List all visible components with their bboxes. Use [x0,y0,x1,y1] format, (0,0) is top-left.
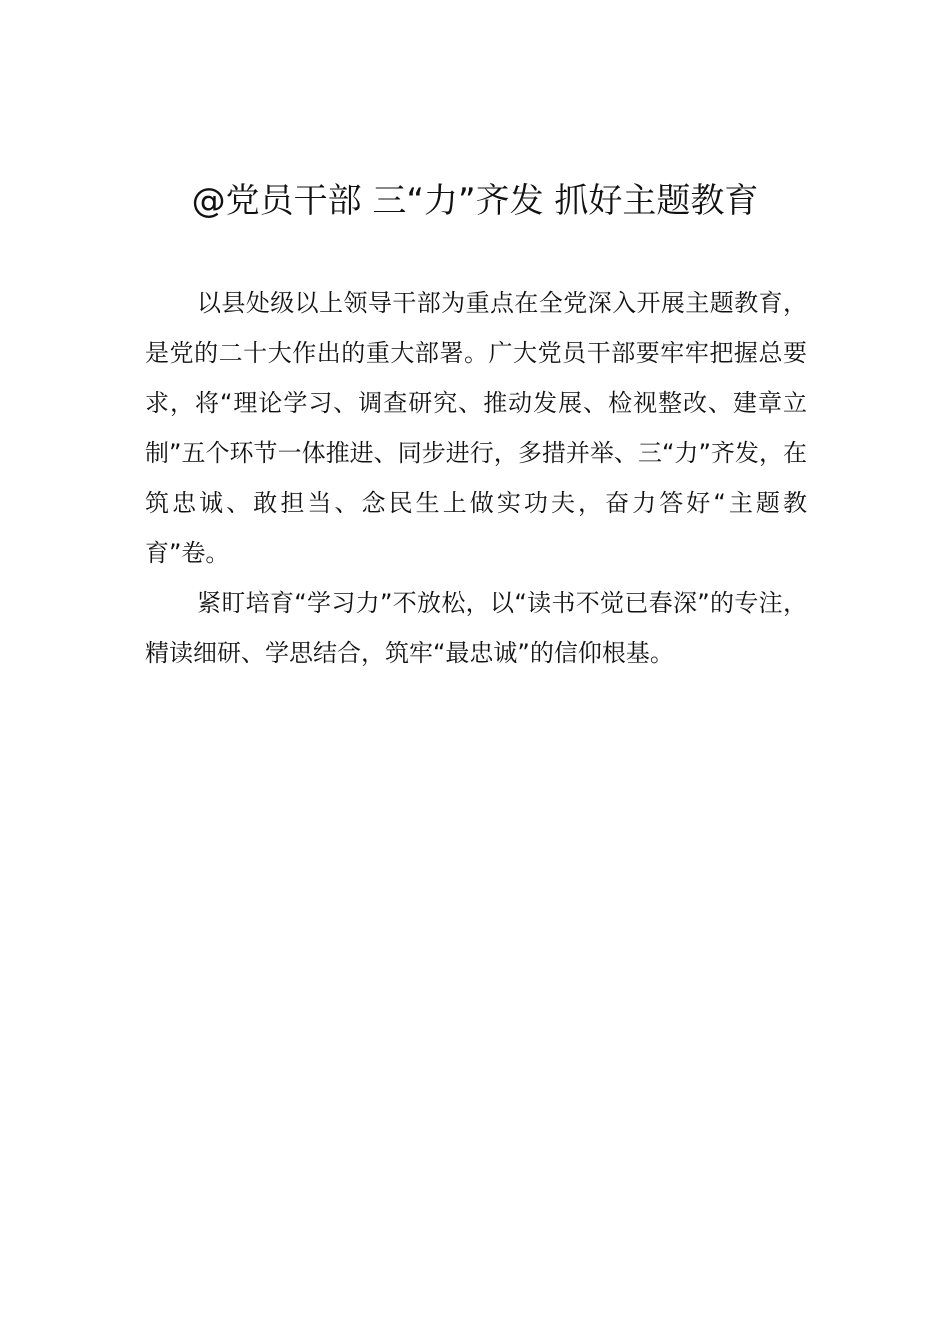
document-title: @党员干部 三“力”齐发 抓好主题教育 [191,181,759,221]
document-body [145,278,807,678]
body-paragraph-2: 紧盯培育“学习力”不放松，以“读书不觉已春深”的专注，精读细研、学思结合，筑牢“最忠诚”的信仰根基。 [145,589,807,667]
body-paragraph-1: 以县处级以上领导干部为重点在全党深入开展主题教育，是党的二十大作出的重大部署。广大党员干部要牢牢把握总要求，将“理论学习、调查研究、推动发展、检视整改、建章立制”五个环节一体推进、同步进行，多措并举、三“力”齐发，在筑忠诚、敢担当、念民生上做实功夫，奋力答好“主题教育”卷。 [145,289,807,567]
